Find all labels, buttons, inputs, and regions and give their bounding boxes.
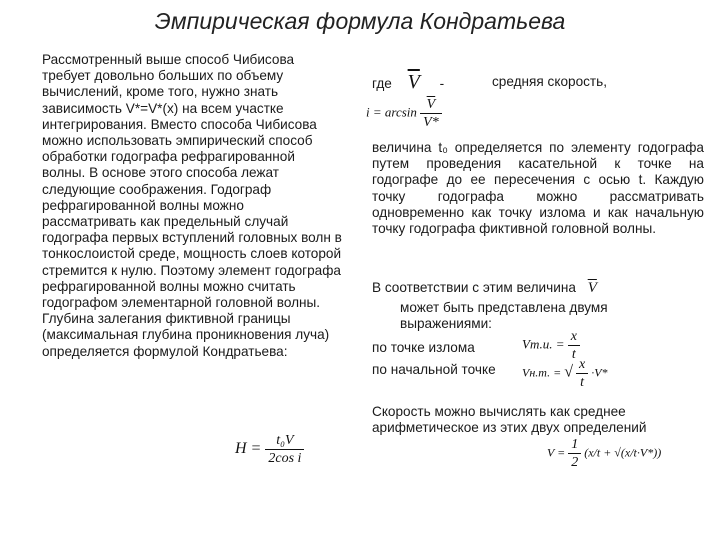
avg-formula-lhs: V = [547, 445, 566, 460]
formula-h-numerator: t₀V [265, 432, 304, 450]
where-description: средняя скорость, [492, 74, 608, 89]
slide-title: Эмпирическая формула Кондратьева [154, 8, 566, 34]
where-label: где [372, 76, 392, 91]
arcsin-denominator: V* [423, 115, 439, 130]
avg-formula-denominator: 2 [571, 455, 579, 470]
break-formula-lhs: Vт.и. = [522, 336, 565, 352]
representation-text: может быть представлена двумя выражениями: [400, 300, 608, 332]
avg-formula-numerator: 1 [568, 436, 581, 454]
arcsin-formula [366, 96, 442, 131]
formula-h-denominator: 2cos i [268, 451, 302, 466]
accord-velocity-symbol: $\overline{V}$ [587, 280, 597, 296]
accord-text: В соответствии с этим величина [372, 280, 576, 295]
avg-formula-body: (x/t + √(x/t·V*)) [584, 445, 662, 460]
depth-paragraph: Глубина залегания фиктивной границы (максимальная глубина проникновения луча) определяется формулой Кондратьева: [42, 311, 330, 359]
where-dash: - [439, 76, 445, 91]
start-formula-numerator: x [576, 356, 588, 374]
formula-h-lhs: H = [235, 440, 262, 458]
break-formula-denominator: t [571, 347, 576, 362]
avg-formula-fraction [568, 436, 581, 471]
kondratiev-formula [235, 432, 304, 467]
start-formula-fraction [576, 356, 588, 391]
start-point-label: по начальной точке [372, 362, 496, 377]
arcsin-fraction [420, 96, 442, 131]
where-line [372, 71, 704, 93]
speed-paragraph: Скорость можно вычислять как среднее арифметическое из этих двух определений [372, 404, 647, 436]
arcsin-numerator: $\overline{V}$ [420, 96, 442, 114]
sqrt-icon: √ [564, 363, 573, 381]
arcsin-lhs: i = arcsin [366, 104, 417, 120]
avg-velocity-symbol: $\overline{V}$ [407, 71, 420, 93]
intro-paragraph: Рассмотренный выше способ Чибисова требует довольно больших по объему вычислений, кроме того, нужно знать зависимость V*=V*(x) на всем участке интегрирования. Вместо способа Чибисова можно использовать эмпирический способ обработки годографа рефрагированной волны. В основе этого способа лежат следующие соображения. Годограф рефрагированной волны можно рассматривать как предельный случай годографа первых вступлений головных волн в тонкослоистой среде, мощность слоев которой стремится к нулю. Поэтому элемент годографа рефрагированной волны можно считать годографом элементарной головной волны. [42, 52, 342, 311]
t0-paragraph: величина t₀ определяется по элементу годографа путем проведения касательной к точке на годографе до ее пересечения с осью t. Каждую точку годографа можно рассматривать одновременно как точку излома и как начальную точку годографа фиктивной головной волны. [372, 140, 704, 237]
start-formula-tail: ·V* [591, 365, 608, 380]
left-column [42, 52, 342, 360]
break-point-line [372, 340, 475, 356]
start-point-formula [522, 356, 608, 391]
start-point-line [372, 362, 496, 378]
start-formula-lhs: Vн.т. = [522, 365, 562, 380]
break-point-label: по точке излома [372, 340, 475, 355]
start-formula-denominator: t [580, 375, 585, 390]
average-formula [547, 436, 661, 471]
break-formula-numerator: x [568, 328, 580, 346]
accord-line [372, 280, 704, 296]
formula-h-fraction [265, 432, 304, 467]
